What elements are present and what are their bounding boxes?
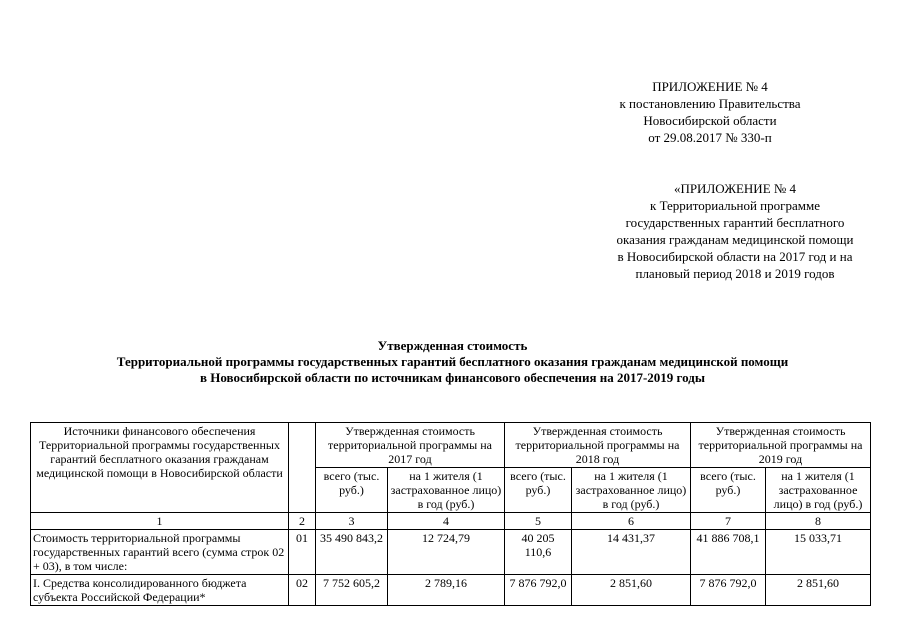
appendix-line: к Территориальной программе xyxy=(650,198,820,213)
column-number: 5 xyxy=(505,513,572,530)
column-number: 6 xyxy=(572,513,691,530)
row-name: I. Средства консолидированного бюджета субъекта Российской Федерации* xyxy=(31,575,289,606)
title-line: Утвержденная стоимость xyxy=(377,338,528,353)
header-year-2019: Утвержденная стоимость территориальной программы на 2019 год xyxy=(691,423,871,468)
program-appendix-header xyxy=(585,180,885,282)
appendix-line: Новосибирской области xyxy=(643,113,777,128)
column-number: 4 xyxy=(388,513,505,530)
subheader-total: всего (тыс. руб.) xyxy=(505,468,572,513)
row-code: 02 xyxy=(289,575,316,606)
table-row xyxy=(31,530,871,575)
header-year-2018: Утвержденная стоимость территориальной программы на 2018 год xyxy=(505,423,691,468)
cell-2019-per-capita: 15 033,71 xyxy=(766,530,871,575)
appendix-line: ПРИЛОЖЕНИЕ № 4 xyxy=(652,79,768,94)
appendix-line: государственных гарантий бесплатного xyxy=(625,215,845,230)
subheader-per-capita: на 1 жителя (1 застрахованное лицо) в год (руб.) xyxy=(388,468,505,513)
appendix-line: «ПРИЛОЖЕНИЕ № 4 xyxy=(673,181,797,196)
cost-table xyxy=(30,422,871,606)
cell-2017-total: 7 752 605,2 xyxy=(316,575,388,606)
column-number: 2 xyxy=(289,513,316,530)
header-year-2017: Утвержденная стоимость территориальной программы на 2017 год xyxy=(316,423,505,468)
subheader-total: всего (тыс. руб.) xyxy=(316,468,388,513)
resolution-appendix-header xyxy=(595,78,825,146)
title-line: Территориальной программы государственных гарантий бесплатного оказания гражданам медицинской помощи xyxy=(116,354,789,369)
row-code: 01 xyxy=(289,530,316,575)
cell-2019-total: 41 886 708,1 xyxy=(691,530,766,575)
subheader-total: всего (тыс. руб.) xyxy=(691,468,766,513)
cell-2018-per-capita: 14 431,37 xyxy=(572,530,691,575)
appendix-line: в Новосибирской области на 2017 год и на xyxy=(617,249,853,264)
row-name: Стоимость территориальной программы государственных гарантий всего (сумма строк 02 + 03), в том числе: xyxy=(31,530,289,575)
subheader-per-capita: на 1 жителя (1 застрахованное лицо) в год (руб.) xyxy=(572,468,691,513)
column-number: 3 xyxy=(316,513,388,530)
table-row xyxy=(31,575,871,606)
cell-2017-per-capita: 2 789,16 xyxy=(388,575,505,606)
document-title xyxy=(0,338,905,386)
cell-2018-total: 7 876 792,0 xyxy=(505,575,572,606)
table-header-row xyxy=(31,423,871,468)
title-line: в Новосибирской области по источникам финансового обеспечения на 2017-2019 годы xyxy=(199,370,705,385)
column-number-row xyxy=(31,513,871,530)
appendix-line: плановый период 2018 и 2019 годов xyxy=(635,266,835,281)
header-source: Источники финансового обеспечения Территориальной программы государственных гарантий бесплатного оказания гражданам медицинской помощи в Новосибирской области xyxy=(31,423,289,513)
cell-2017-total: 35 490 843,2 xyxy=(316,530,388,575)
column-number: 8 xyxy=(766,513,871,530)
cell-2018-total: 40 205 110,6 xyxy=(505,530,572,575)
column-number: 7 xyxy=(691,513,766,530)
cell-2018-per-capita: 2 851,60 xyxy=(572,575,691,606)
appendix-line: к постановлению Правительства xyxy=(619,96,801,111)
cell-2019-total: 7 876 792,0 xyxy=(691,575,766,606)
appendix-line: от 29.08.2017 № 330-п xyxy=(648,130,772,145)
subheader-per-capita: на 1 жителя (1 застрахованное лицо) в год (руб.) xyxy=(766,468,871,513)
cell-2017-per-capita: 12 724,79 xyxy=(388,530,505,575)
appendix-line: оказания гражданам медицинской помощи xyxy=(616,232,854,247)
header-code xyxy=(289,423,316,513)
cell-2019-per-capita: 2 851,60 xyxy=(766,575,871,606)
column-number: 1 xyxy=(31,513,289,530)
